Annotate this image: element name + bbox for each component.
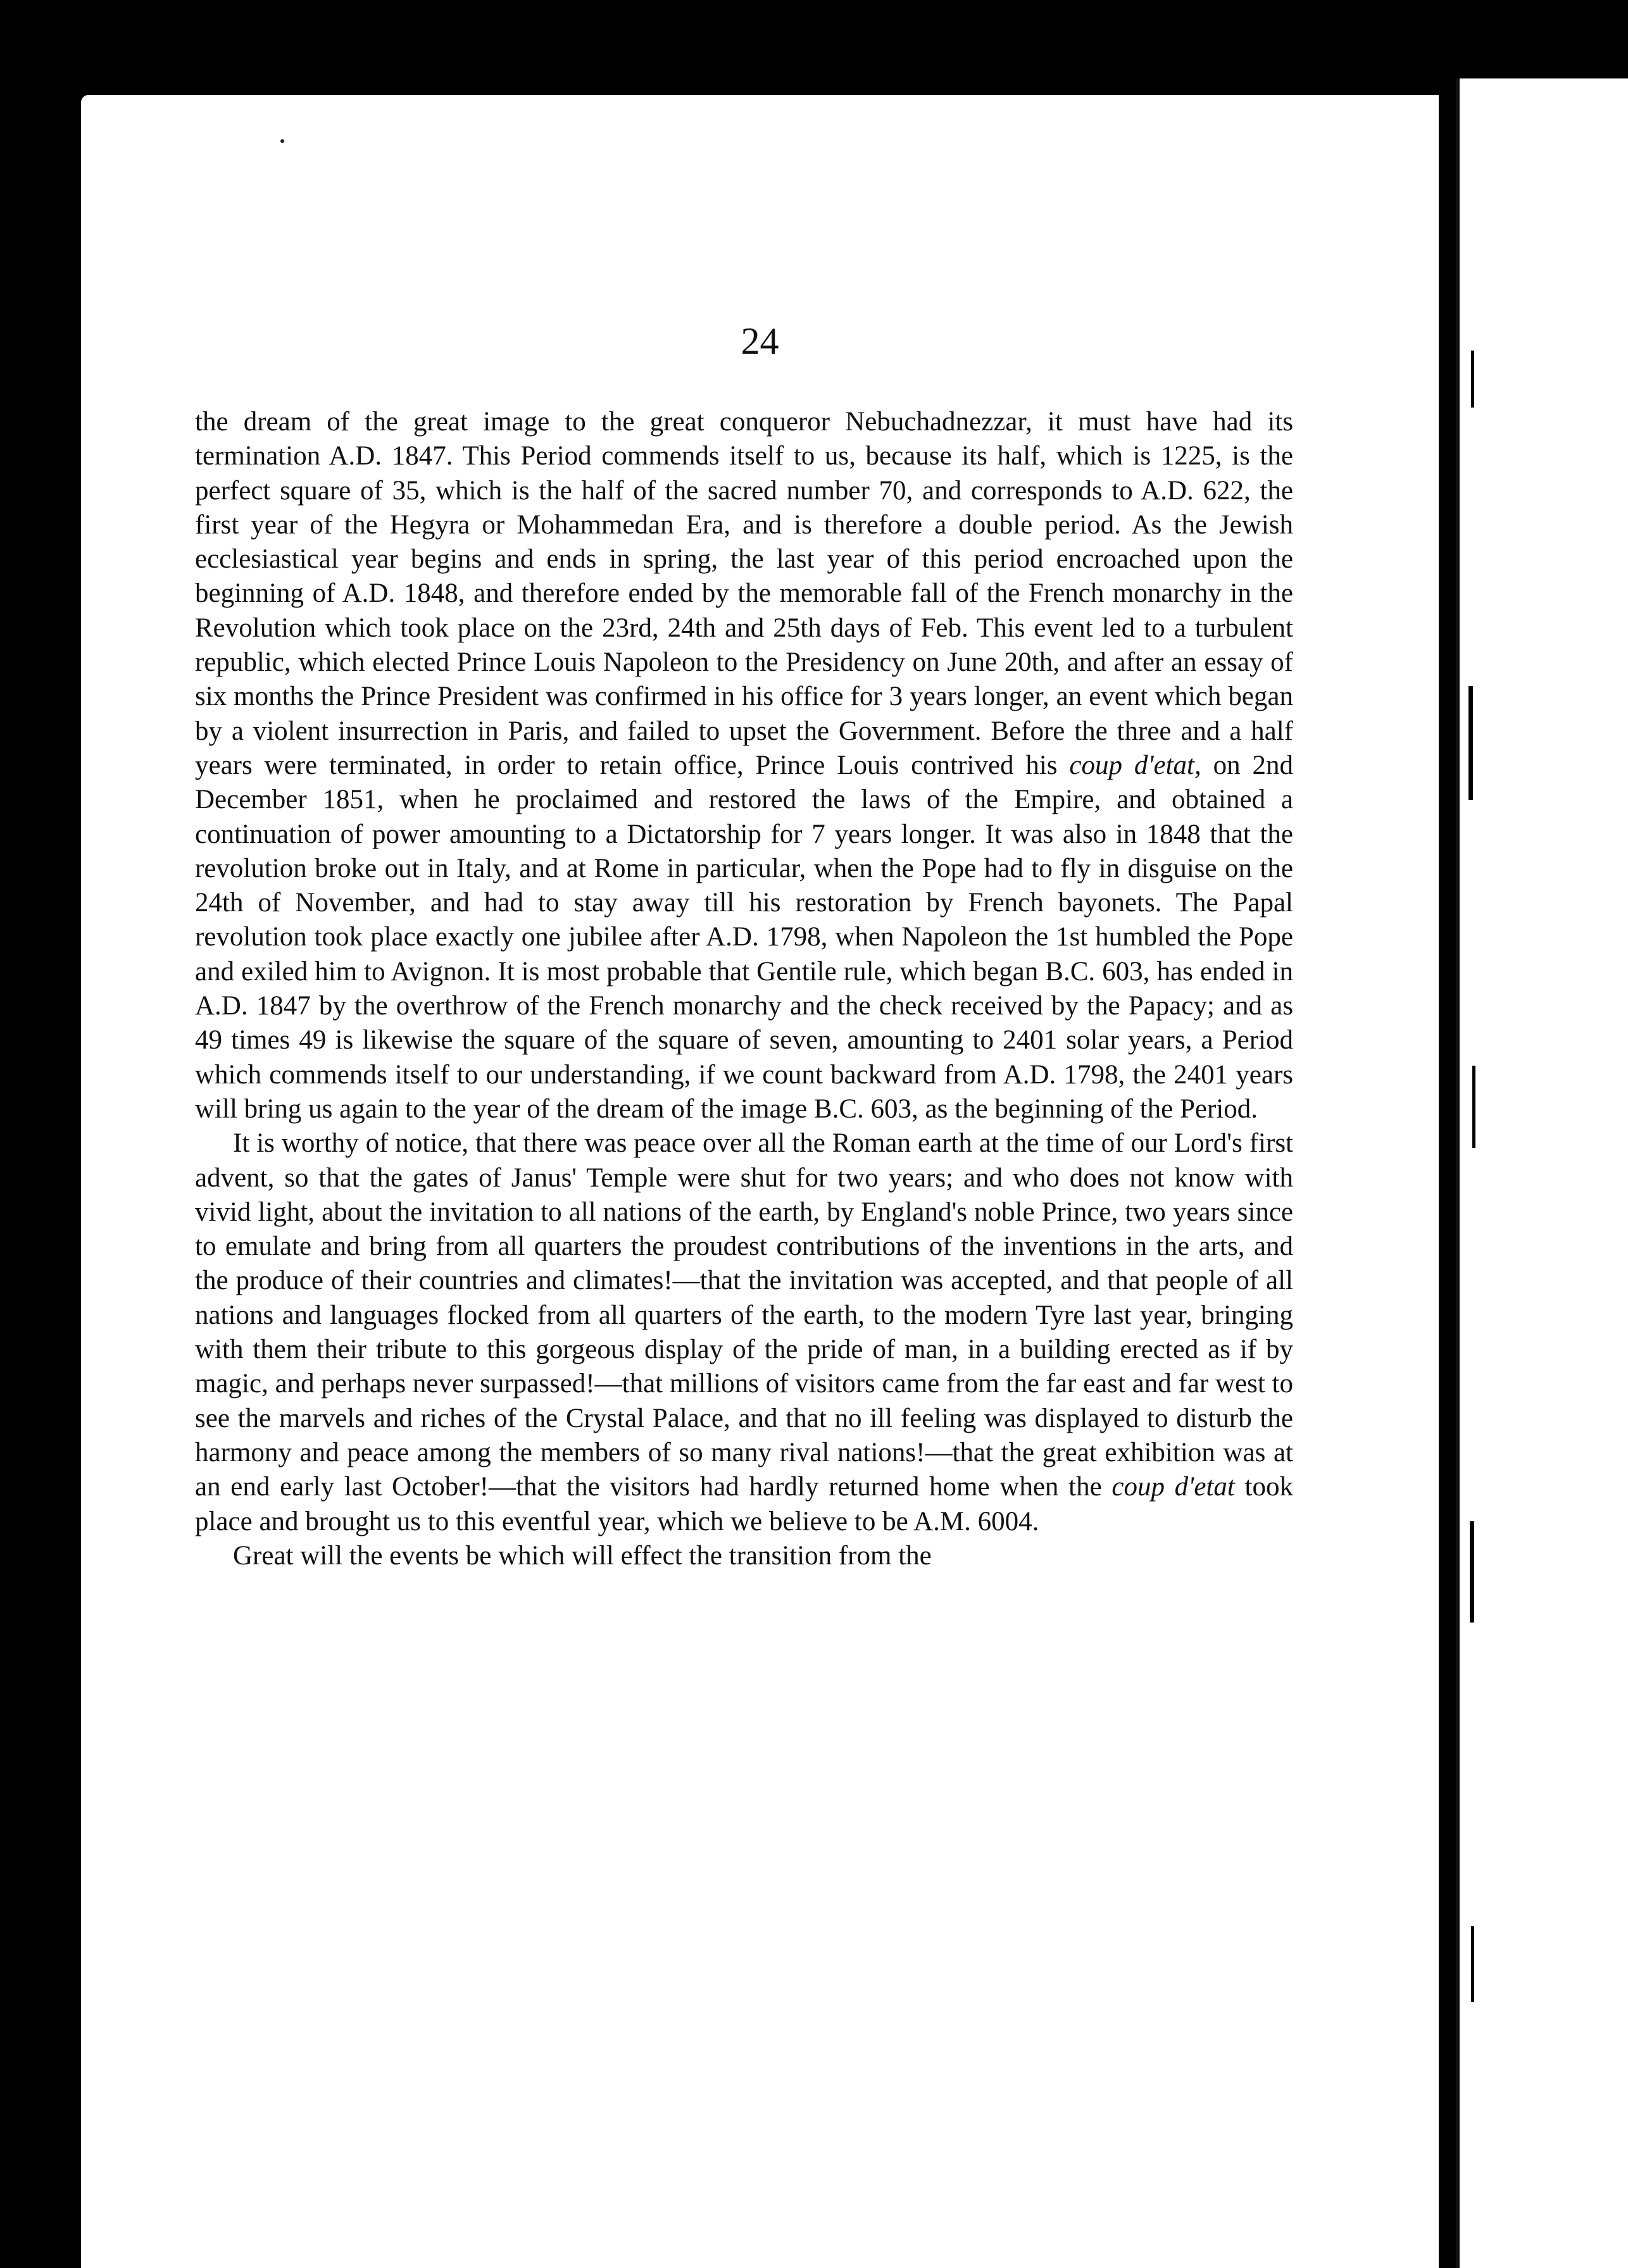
binding-mark [1472, 1066, 1475, 1148]
binding-mark [1470, 1521, 1474, 1623]
body-text [195, 405, 1293, 1573]
paragraph [195, 1539, 1293, 1573]
italic-phrase: coup d'etat [1111, 1472, 1235, 1502]
page-number: 24 [741, 320, 779, 362]
paragraph [195, 405, 1293, 1126]
text-run: the dream of the great image to the great conqueror Nebuchadnezzar, it must have had its termination A.D. 1847. This Period commends itself to us, because its half, which is 1225, is the perfect square of 35, which is the half of the sacred number 70, and corresponds to A.D. 622, the first year of the Hegyra or Mohammedan Era, and is therefore a double period. As the Jewish ecclesiastical year begins and ends in spring, the last year of this period encroached upon the beginning of A.D. 1848, and therefore ended by the memorable fall of the French monarchy in the Revolution which took place on the 23rd, 24th and 25th days of Feb. This event led to a turbulent republic, which elected Prince Louis Napoleon to the Presidency on June 20th, and after an essay of six months the Prince President was confirmed in his office for 3 years longer, an event which began by a violent insurrection in Paris, and failed to upset the Government. Before the three and a half years were terminated, in order to retain office, Prince Louis contrived his [195, 407, 1293, 780]
binding-mark [1471, 1926, 1474, 2002]
binding-mark [1471, 351, 1474, 408]
text-run: took place and brought us to this eventful year, which we believe to be A.M. 6004. [195, 1472, 1293, 1536]
text-run: It is worthy of notice, that there was peace over all the Roman earth at the time of our Lord's first advent, so that the gates of Janus' Temple were shut for two years; and who does not know with vivid light, about the invitation to all nations of the earth, by England's noble Prince, two years since to emulate and bring from all quarters the proudest contributions of the inventions in the arts, and the produce of their countries and climates!—that the invitation was accepted, and that people of all nations and languages flocked from all quarters of the earth, to the modern Tyre last year, bringing with them their tribute to this gorgeous display of the pride of man, in a building erected as if by magic, and perhaps never surpassed!—that millions of visitors came from the far east and far west to see the marvels and riches of the Crystal Palace, and that no ill feeling was displayed to disturb the harmony and peace among the members of so many rival nations!—that the great exhibition was at an end early last October!—that the visitors had hardly returned home when the [195, 1128, 1293, 1502]
italic-phrase: coup d'etat, [1069, 750, 1201, 780]
paragraph [195, 1126, 1293, 1539]
speck [280, 139, 284, 143]
binding-mark [1468, 686, 1473, 800]
text-run: Great will the events be which will effect the transition from the [233, 1540, 932, 1571]
text-run: on 2nd December 1851, when he proclaimed and restored the laws of the Empire, and obtained a continuation of power amounting to a Dictatorship for 7 years longer. It was also in 1848 that the revolution broke out in Italy, and at Rome in particular, when the Pope had to fly in disguise on the 24th of November, and had to stay away till his restoration by French bayonets. The Papal revolution took place exactly one jubilee after A.D. 1798, when Napoleon the 1st humbled the Pope and exiled him to Avignon. It is most probable that Gentile rule, which began B.C. 603, has ended in A.D. 1847 by the overthrow of the French monarchy and the check received by the Papacy; and as 49 times 49 is likewise the square of the square of seven, amounting to 2401 solar years, a Period which commends itself to our understanding, if we count backward from A.D. 1798, the 2401 years will bring us again to the year of the dream of the image B.C. 603, as the beginning of the Period. [195, 750, 1293, 1124]
facing-page-edge [1456, 78, 1628, 2268]
book-page [81, 95, 1439, 2268]
